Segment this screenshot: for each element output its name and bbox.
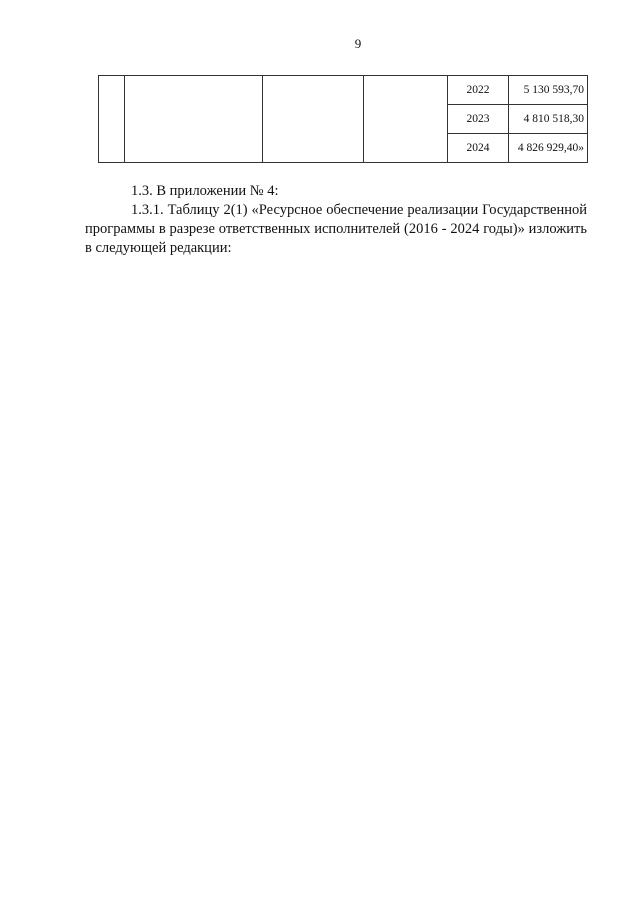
funding-table: [98, 75, 588, 163]
amount-cell: 4 826 929,40»: [509, 134, 588, 163]
empty-cell: [125, 76, 263, 163]
year-cell: 2023: [448, 105, 509, 134]
amount-cell: 4 810 518,30: [509, 105, 588, 134]
section-heading: 1.3. В приложении № 4:: [131, 183, 279, 199]
page-number: 9: [354, 36, 362, 51]
empty-cell: [364, 76, 448, 163]
amount-cell: 5 130 593,70: [509, 76, 588, 105]
table-row: [99, 76, 588, 105]
empty-cell: [99, 76, 125, 163]
body-text: [85, 182, 587, 258]
year-cell: 2024: [448, 134, 509, 163]
body-paragraph: 1.3.1. Таблицу 2(1) «Ресурсное обеспечение реализации Государственной программы в разрезе ответственных исполнителей (2016 - 2024 годы)» изложить в следующей редакции:: [85, 202, 587, 256]
empty-cell: [263, 76, 364, 163]
year-cell: 2022: [448, 76, 509, 105]
